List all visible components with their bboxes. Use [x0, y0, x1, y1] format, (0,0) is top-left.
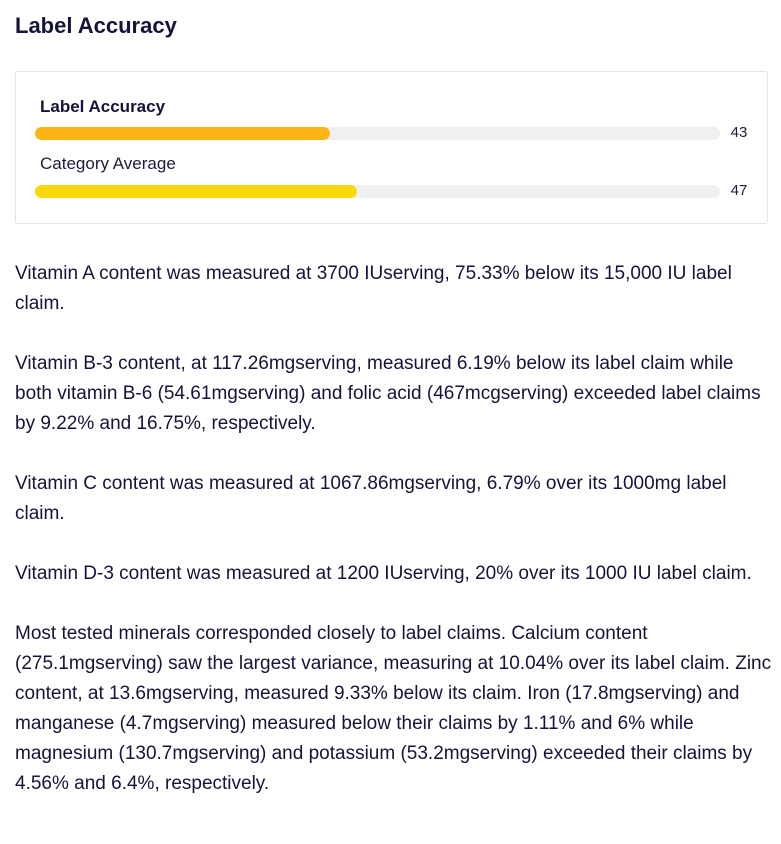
category-average-value: 47	[730, 182, 748, 199]
label-accuracy-bar-fill	[35, 127, 330, 140]
label-accuracy-value: 43	[730, 124, 748, 141]
category-average-bar-fill	[35, 185, 357, 198]
accuracy-details	[15, 259, 775, 829]
category-average-label: Category Average	[40, 154, 176, 173]
label-accuracy-bar-track	[35, 127, 720, 140]
page-title: Label Accuracy	[15, 13, 177, 38]
paragraph-vitamin-c: Vitamin C content was measured at 1067.86mgserving, 6.79% over its 1000mg label claim.	[15, 473, 727, 524]
paragraph-minerals: Most tested minerals corresponded closely to label claims. Calcium content (275.1mgserving) saw the largest variance, measuring at 10.04% over its label claim. Zinc content, at 13.6mgserving, measured 9.33% below its claim. Iron (17.8mgserving) and manganese (4.7mgserving) measured below their claims by 1.11% and 6% while magnesium (130.7mgserving) and potassium (53.2mgserving) exceeded their claims by 4.56% and 6.4%, respectively.	[15, 623, 772, 794]
paragraph-vitamin-d: Vitamin D-3 content was measured at 1200 IUserving, 20% over its 1000 IU label claim.	[15, 563, 752, 584]
category-average-bar-track	[35, 185, 720, 198]
paragraph-vitamin-a: Vitamin A content was measured at 3700 IUserving, 75.33% below its 15,000 IU label claim.	[15, 263, 732, 314]
paragraph-vitamin-b: Vitamin B-3 content, at 117.26mgserving, measured 6.19% below its label claim while both vitamin B-6 (54.61mgserving) and folic acid (467mcgserving) exceeded label claims by 9.22% and 16.75%, respectively.	[15, 353, 761, 434]
label-accuracy-label: Label Accuracy	[40, 97, 166, 116]
label-accuracy-card	[15, 71, 768, 224]
